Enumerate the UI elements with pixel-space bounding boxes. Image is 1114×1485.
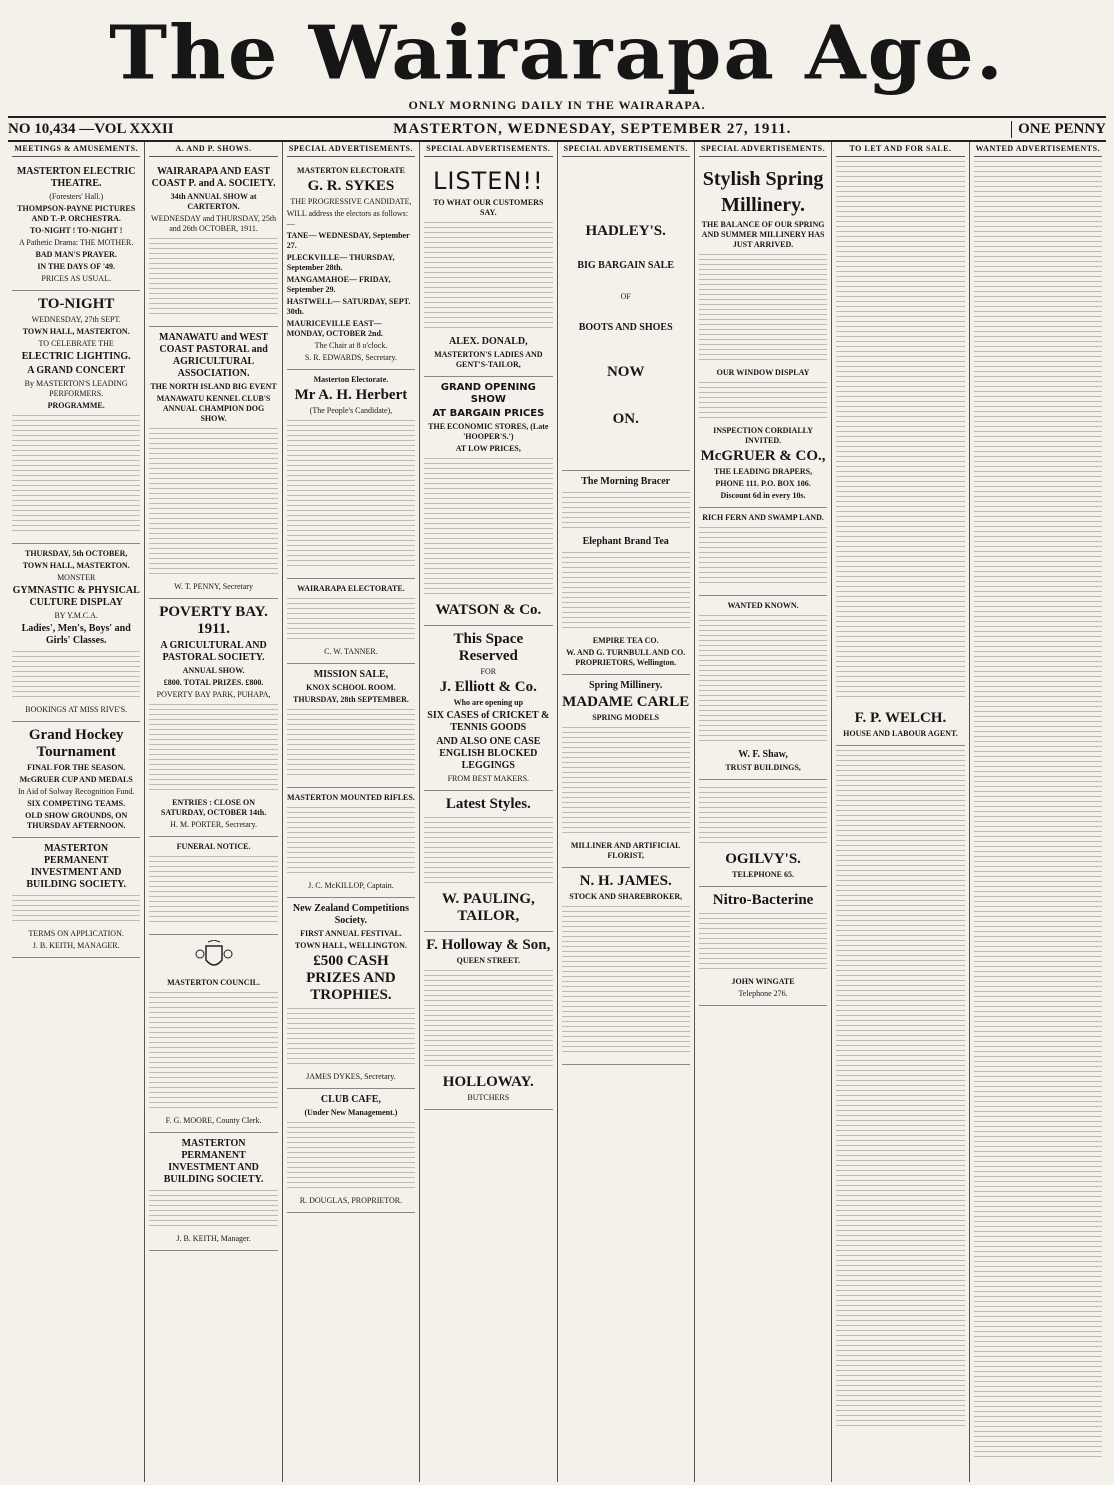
ad-stylish-millinery xyxy=(699,161,827,508)
ad-text: THE BALANCE OF OUR SPRING AND SUMMER MILLINERY HAS JUST ARRIVED. xyxy=(701,220,825,249)
ad-body-text xyxy=(12,415,140,535)
ad-text: THE PROGRESSIVE CANDIDATE, xyxy=(290,197,412,206)
column-header: TO LET AND FOR SALE. xyxy=(836,142,964,157)
ad-body-text xyxy=(424,458,552,598)
column-special-1 xyxy=(283,142,420,1482)
ad-body-text xyxy=(149,992,277,1112)
ad-text: (Foresters' Hall.) xyxy=(49,192,104,201)
ad-text: ANNUAL SHOW. xyxy=(182,666,245,675)
ad-body-text xyxy=(149,428,277,578)
ad-text: MONSTER xyxy=(57,573,96,582)
ad-body-text xyxy=(562,727,690,837)
ad-text: SPRING MODELS xyxy=(592,713,660,722)
ad-poverty-bay xyxy=(149,599,277,837)
ad-text: THOMPSON-PAYNE PICTURES AND T.-P. ORCHESTRA. xyxy=(17,204,136,223)
ad-text: 34th ANNUAL SHOW at CARTERTON. xyxy=(170,192,257,211)
column-header: SPECIAL ADVERTISEMENTS. xyxy=(424,142,552,157)
ad-text: TRUST BUILDINGS, xyxy=(725,763,801,772)
ad-text: In Aid of Solway Recognition Fund. xyxy=(17,787,135,796)
ad-text: C. W. TANNER. xyxy=(324,647,378,656)
ad-text: ON. xyxy=(612,411,639,427)
coat-of-arms-icon xyxy=(194,940,234,976)
ad-heading: N. H. JAMES. xyxy=(579,873,672,889)
ad-text: MANAWATU KENNEL CLUB'S ANNUAL CHAMPION DOG SHOW. xyxy=(156,394,271,423)
ad-text: INSPECTION CORDIALLY INVITED. xyxy=(713,426,814,445)
ad-heading: F. P. WELCH. xyxy=(854,710,947,726)
ad-text: Telephone 276. xyxy=(738,989,788,998)
ad-text: Mr A. H. Herbert xyxy=(294,387,408,403)
column-header: SPECIAL ADVERTISEMENTS. xyxy=(287,142,415,157)
ad-body-text xyxy=(149,856,277,926)
ad-mounted-rifles xyxy=(287,788,415,898)
ad-body-text xyxy=(287,709,415,779)
ad-heading: MASTERTON PERMANENT INVESTMENT AND BUILDING SOCIETY. xyxy=(163,1138,264,1185)
ad-heading: LISTEN!! xyxy=(432,167,544,195)
ad-nitro-bacterine xyxy=(699,887,827,1006)
ad-text: J. C. McKILLOP, Captain. xyxy=(308,881,394,890)
ad-text: W. PAULING, TAILOR, xyxy=(441,891,535,924)
ad-text: OUR WINDOW DISPLAY xyxy=(716,368,810,377)
ad-text: TOWN HALL, WELLINGTON. xyxy=(294,941,407,950)
ad-heading: Latest Styles. xyxy=(445,796,531,812)
ad-text: MILLINER AND ARTIFICIAL FLORIST, xyxy=(570,841,681,860)
ad-sykes xyxy=(287,161,415,370)
ad-text: J. B. KEITH, Manager. xyxy=(176,1234,251,1243)
ad-text: FOR xyxy=(480,667,497,676)
ad-heading: MASTERTON ELECTRIC THEATRE. xyxy=(16,166,136,189)
ad-funeral xyxy=(149,837,277,935)
ad-elephant-tea xyxy=(562,471,690,675)
place-date: MASTERTON, WEDNESDAY, SEPTEMBER 27, 1911. xyxy=(393,120,792,137)
ad-text: PROGRAMME. xyxy=(47,401,105,410)
ad-text: BAD MAN'S PRAYER. xyxy=(35,250,117,259)
ad-heading: WAIRARAPA AND EAST COAST P. and A. SOCIETY. xyxy=(151,166,276,189)
ad-heading: The Morning Bracer xyxy=(581,476,671,487)
ad-heading: Grand Hockey Tournament xyxy=(28,727,124,760)
ad-text: MAURICEVILLE EAST— MONDAY, OCTOBER 2nd. xyxy=(286,319,383,338)
ad-body-text xyxy=(149,1190,277,1230)
ad-heading: MASTERTON MOUNTED RIFLES. xyxy=(287,793,415,802)
ad-text: EMPIRE TEA CO. xyxy=(592,636,659,645)
ad-text: W. T. PENNY, Secretary xyxy=(174,582,253,591)
ad-text: THE NORTH ISLAND BIG EVENT xyxy=(150,382,277,391)
ad-text: PRICES AS USUAL. xyxy=(41,274,111,283)
ad-body-text xyxy=(699,382,827,422)
ad-text: G. R. SYKES xyxy=(307,178,395,194)
ad-body-text xyxy=(149,704,277,794)
ad-heading: Nitro-Bacterine xyxy=(712,892,814,908)
ad-text: QUEEN STREET. xyxy=(456,956,521,965)
ad-elliott xyxy=(424,626,552,791)
ad-heading: MASTERTON PERMANENT INVESTMENT AND BUILDING SOCIETY. xyxy=(26,843,127,890)
ad-body-text xyxy=(562,552,690,632)
ad-body-text xyxy=(287,1008,415,1068)
ad-body-text xyxy=(287,420,415,570)
ad-club-cafe xyxy=(287,1089,415,1213)
ad-text: THURSDAY, 28th SEPTEMBER. xyxy=(292,695,409,704)
ad-text: WATSON & Co. xyxy=(435,602,542,618)
ad-text: TO WHAT OUR CUSTOMERS SAY. xyxy=(433,198,544,217)
ad-text: WEDNESDAY, 27th SEPT. xyxy=(31,315,121,324)
ad-text: MASTERTON'S LADIES AND GENT'S-TAILOR, xyxy=(434,350,543,369)
masthead-tagline: ONLY MORNING DAILY IN THE WAIRARAPA. xyxy=(408,98,706,112)
ad-text: AT LOW PRICES, xyxy=(455,444,521,453)
ad-heading: Masterton Electorate. xyxy=(313,375,389,384)
ad-text: Discount 6d in every 10s. xyxy=(720,491,806,500)
ad-body-text xyxy=(424,222,552,332)
ad-heading: MISSION SALE, xyxy=(313,669,389,680)
ad-text: (The People's Candidate), xyxy=(309,406,393,415)
issue-number: NO 10,434 —VOL XXXII xyxy=(8,120,174,137)
ad-text: TO-NIGHT ! TO-NIGHT ! xyxy=(29,226,123,235)
ad-heading: CLUB CAFE, xyxy=(320,1094,381,1105)
ad-gymnastic xyxy=(12,544,140,722)
ad-text: FROM BEST MAKERS. xyxy=(447,774,530,783)
masthead xyxy=(0,0,1114,112)
ad-text: BUTCHERS xyxy=(467,1093,510,1102)
ad-text: J. B. KEITH, MANAGER. xyxy=(32,941,120,950)
ad-text: FINAL FOR THE SEASON. xyxy=(27,763,126,772)
ad-body-text xyxy=(562,492,690,532)
ad-body-text xyxy=(699,913,827,973)
ad-text: A GRAND CONCERT xyxy=(27,365,126,376)
column-header: MEETINGS & AMUSEMENTS. xyxy=(12,142,140,157)
ad-building-society xyxy=(12,838,140,958)
column-header: SPECIAL ADVERTISEMENTS. xyxy=(562,142,690,157)
column-special-3 xyxy=(558,142,695,1482)
ad-text: F. G. MOORE, County Clerk. xyxy=(165,1116,262,1125)
ad-text: R. DOUGLAS, PROPRIETOR. xyxy=(299,1196,403,1205)
ad-heading: MASTERTON COUNCIL. xyxy=(167,978,261,987)
ad-tanner xyxy=(287,579,415,664)
ad-body-text xyxy=(699,254,827,364)
ad-body-text xyxy=(287,1122,415,1192)
ad-heading: New Zealand Competitions Society. xyxy=(292,903,409,926)
ad-text: BOOKINGS AT MISS RIVE'S. xyxy=(25,705,128,714)
ad-text: PLECKVILLE— THURSDAY, September 28th. xyxy=(286,253,395,272)
ad-body-text xyxy=(699,615,827,745)
price: ONE PENNY xyxy=(1011,121,1106,138)
ad-body-text xyxy=(149,238,277,318)
ad-text: NOW xyxy=(606,364,645,380)
column-to-let xyxy=(832,142,969,1482)
classified-text xyxy=(836,750,964,1430)
ad-concert xyxy=(12,291,140,544)
ad-body-text xyxy=(287,807,415,877)
ad-text: W. AND G. TURNBULL AND CO. PROPRIETORS, Wellington. xyxy=(566,648,686,667)
column-shows xyxy=(145,142,282,1482)
ad-heading: POVERTY BAY. 1911. xyxy=(159,604,268,637)
column-wanted xyxy=(970,142,1106,1482)
ad-heading: MASTERTON ELECTORATE xyxy=(296,166,405,175)
ad-economic-stores xyxy=(424,377,552,626)
ad-text: McGRUER & CO., xyxy=(700,448,826,464)
ad-electric-theatre xyxy=(12,161,140,291)
ad-body-text xyxy=(424,970,552,1070)
ad-text: AT BARGAIN PRICES xyxy=(432,408,545,419)
ad-text: HASTWELL— SATURDAY, SEPT. 30th. xyxy=(286,297,411,316)
ad-body-text xyxy=(699,527,827,587)
ad-text: £500 CASH PRIZES AND TROPHIES. xyxy=(306,953,396,1003)
ad-text: OF xyxy=(620,292,631,301)
ad-text: The Chair at 8 o'clock. xyxy=(314,341,388,350)
ad-text: TOWN HALL, MASTERTON. xyxy=(22,561,130,570)
ad-heading: FUNERAL NOTICE. xyxy=(176,842,251,851)
ad-heading: WANTED KNOWN. xyxy=(727,601,799,610)
ad-text: ENTRIES : CLOSE ON SATURDAY, OCTOBER 14th. xyxy=(160,798,267,817)
ad-madame-carle xyxy=(562,675,690,868)
ad-heading: GYMNASTIC & PHYSICAL CULTURE DISPLAY xyxy=(12,585,140,608)
column-special-2 xyxy=(420,142,557,1482)
ad-text: FIRST ANNUAL FESTIVAL. xyxy=(300,929,402,938)
ad-building-society-2 xyxy=(149,1133,277,1251)
masthead-title: The Wairarapa Age. xyxy=(109,10,1005,97)
ad-text: OLD SHOW GROUNDS, ON THURSDAY AFTERNOON. xyxy=(25,811,128,830)
ad-ogilvy xyxy=(699,780,827,887)
ad-text: WILL address the electors as follows:— xyxy=(286,209,408,228)
column-header: WANTED ADVERTISEMENTS. xyxy=(974,142,1102,157)
ad-body-text xyxy=(424,817,552,887)
column-header: A. AND P. SHOWS. xyxy=(149,142,277,157)
ad-text: SIX COMPETING TEAMS. xyxy=(27,799,126,808)
ad-text: BOOTS AND SHOES xyxy=(578,322,673,333)
ad-text: McGRUER CUP AND MEDALS xyxy=(19,775,133,784)
ad-text: POVERTY BAY PARK, PUHAPA, xyxy=(156,690,271,699)
ad-text: A Pathetic Drama: THE MOTHER. xyxy=(19,238,134,247)
ad-text: STOCK AND SHAREBROKER, xyxy=(569,892,683,901)
ad-text: S. R. EDWARDS, Secretary. xyxy=(304,353,397,362)
ad-body-text xyxy=(699,787,827,847)
ad-text: TERMS ON APPLICATION. xyxy=(28,929,124,938)
column-special-4 xyxy=(695,142,832,1482)
dateline xyxy=(8,116,1106,142)
ad-heading: Spring Millinery. xyxy=(589,680,663,691)
ad-text: SIX CASES of CRICKET & TENNIS GOODS xyxy=(427,710,550,733)
ad-text: W. F. Shaw, xyxy=(738,749,788,760)
ad-heading: MANAWATU and WEST COAST PASTORAL and AGRICULTURAL ASSOCIATION. xyxy=(159,332,269,379)
ad-text: WEDNESDAY and THURSDAY, 25th and 26th OCTOBER, 1911. xyxy=(151,214,277,233)
ad-text: KNOX SCHOOL ROOM. xyxy=(306,683,396,692)
ad-text: THE LEADING DRAPERS, xyxy=(714,467,813,476)
ad-body-text xyxy=(12,895,140,925)
ad-manawatu-show xyxy=(149,327,277,599)
ad-text: ALEX. DONALD, xyxy=(449,336,528,347)
ad-text: J. Elliott & Co. xyxy=(439,679,537,695)
ad-text: Who are opening up xyxy=(453,698,524,707)
ad-text: JOHN WINGATE xyxy=(731,977,795,986)
ad-heading: OGILVY'S. xyxy=(725,851,801,867)
ad-text: MANGAMAHOE— FRIDAY, September 29. xyxy=(286,275,391,294)
ad-body-text xyxy=(12,651,140,701)
ad-fern-land xyxy=(699,508,827,596)
column-meetings xyxy=(8,142,145,1482)
ad-heading: This Space Reserved xyxy=(453,631,524,664)
ad-herbert xyxy=(287,370,415,579)
ad-text: TOWN HALL, MASTERTON. xyxy=(22,327,130,336)
ad-text: Elephant Brand Tea xyxy=(582,536,669,547)
ad-listen xyxy=(424,161,552,377)
ad-text: A GRICULTURAL AND PASTORAL SOCIETY. xyxy=(160,640,267,663)
ad-text: TELEPHONE 65. xyxy=(732,870,794,879)
ad-pauling xyxy=(424,791,552,932)
ad-text: (Under New Management.) xyxy=(304,1108,398,1117)
ad-heading: TO-NIGHT xyxy=(37,296,115,312)
ad-heading: RICH FERN AND SWAMP LAND. xyxy=(702,513,824,522)
classified-text xyxy=(974,161,1102,1461)
ad-text: AND ALSO ONE CASE ENGLISH BLOCKED LEGGINGS xyxy=(436,736,541,771)
ad-nh-james xyxy=(562,868,690,1065)
ad-text: HOUSE AND LABOUR AGENT. xyxy=(843,729,958,738)
columns xyxy=(8,142,1106,1482)
ad-heading: Stylish Spring Millinery. xyxy=(702,168,824,216)
ad-text: ELECTRIC LIGHTING. xyxy=(21,351,131,362)
ad-text: TANE— WEDNESDAY, September 27. xyxy=(286,231,410,250)
ad-text: IN THE DAYS OF '49. xyxy=(37,262,116,271)
ad-text: TO CELEBRATE THE xyxy=(38,339,114,348)
ad-hadleys xyxy=(562,161,690,471)
ad-welch xyxy=(836,705,964,746)
ad-text: MADAME CARLE xyxy=(562,694,690,710)
ad-county-council xyxy=(149,935,277,1133)
ad-text: JAMES DYKES, Secretary. xyxy=(306,1072,396,1081)
ad-text: HOLLOWAY. xyxy=(442,1074,534,1090)
ad-text: H. M. PORTER, Secretary. xyxy=(170,820,257,829)
ad-text: BY Y.M.C.A. xyxy=(54,611,98,620)
classified-text xyxy=(836,161,964,701)
ad-body-text xyxy=(287,598,415,643)
column-header: SPECIAL ADVERTISEMENTS. xyxy=(699,142,827,157)
ad-hockey xyxy=(12,722,140,838)
ad-competitions xyxy=(287,898,415,1089)
ad-holloway xyxy=(424,932,552,1110)
ad-heading: F. Holloway & Son, xyxy=(426,937,551,953)
ad-heading: HADLEY'S. xyxy=(585,223,666,239)
ad-shaw xyxy=(699,596,827,780)
ad-text: BIG BARGAIN SALE xyxy=(577,260,675,271)
ad-text: PHONE 111. P.O. BOX 106. xyxy=(715,479,811,488)
ad-text: THE ECONOMIC STORES, (Late 'HOOPER'S.') xyxy=(428,422,549,441)
ad-carterton-show xyxy=(149,161,277,327)
ad-text: £800. TOTAL PRIZES. £800. xyxy=(163,678,264,687)
ad-text: Ladies', Men's, Boys' and Girls' Classes. xyxy=(21,623,131,646)
ad-text: By MASTERTON'S LEADING PERFORMERS. xyxy=(24,379,128,398)
ad-heading: WAIRARAPA ELECTORATE. xyxy=(297,584,405,593)
ad-mission-sale xyxy=(287,664,415,788)
ad-text: THURSDAY, 5th OCTOBER, xyxy=(24,549,128,558)
ad-heading: GRAND OPENING SHOW xyxy=(440,382,536,405)
ad-body-text xyxy=(562,906,690,1056)
